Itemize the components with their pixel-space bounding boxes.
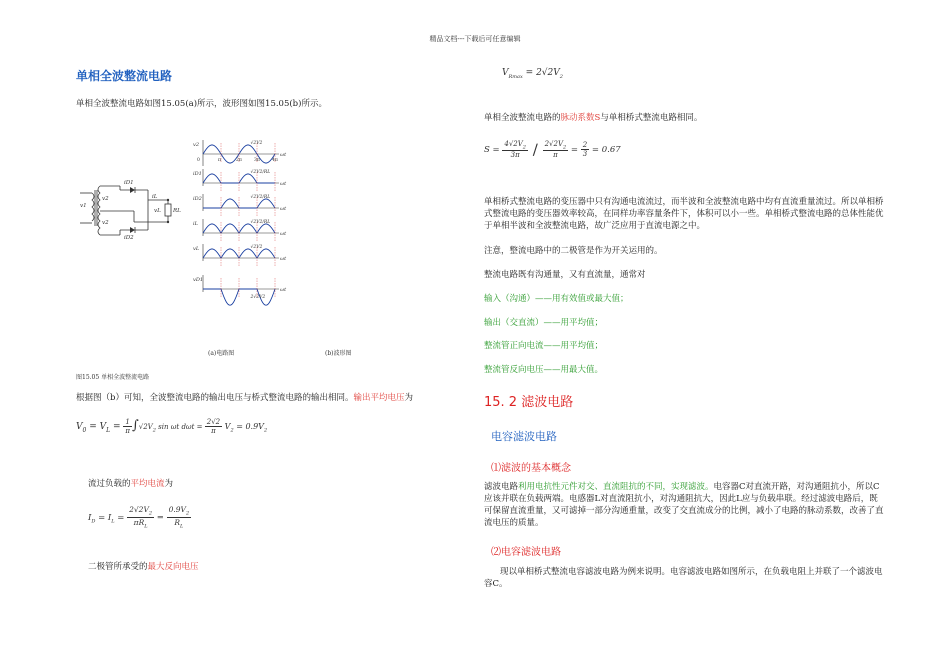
text: 与单相桥式整流电路相同。 (600, 113, 703, 123)
text: 电容器C对直流开路，对沟通阻抗小，所以C应该并联在负载两端。电感器L对直流阻抗小，对沟通阻抗大，因此L应与负载串联。经过滤波电路后，既可保留直流重量，又可滤掉一部分沟通重量，改变了交直流成分的比例，减小了电路的脉动系数，改善了直流电压的质量。 (484, 482, 884, 528)
section-filter-title: 15. 2 滤波电路 (484, 395, 574, 410)
formula-avg-voltage: $V_0 = V_L$ = $\frac{1}{\pi}$ $\int√2V_2$ sin ωt dωt = $\frac{2√2}{\pi}$ $V_2 = 0.9V_2$ (76, 418, 268, 435)
paragraph-filter-concept (484, 481, 884, 529)
wave-label: v2 (193, 142, 200, 148)
text: 流过负载的 (88, 479, 131, 489)
text: 为 (164, 479, 174, 489)
label-rl: RL (173, 208, 181, 214)
amplitude-label: √2V2 (250, 141, 263, 146)
amplitude-label: √2V2/RL (250, 195, 271, 200)
section-title: 单相全波整流电路 (76, 69, 173, 83)
paragraph-avg-voltage (76, 392, 471, 404)
label-v1: v1 (80, 203, 87, 209)
subsection-capacitor-filter: 电容滤波电路 (491, 430, 557, 443)
text: 根据图（b）可知，全波整流电路的输出电压与桥式整流电路的输出相同。 (76, 393, 354, 403)
page-header: 精品文档---下载后可任意编辑 (429, 35, 521, 43)
subsection-capacitor-circuit: ⑵电容滤波电路 (491, 547, 561, 558)
caption-a: (a)电路图 (208, 350, 235, 357)
wave-label: iD1 (193, 171, 202, 177)
highlight-ripple-factor: 脉动系数S (560, 113, 601, 123)
label-il: iL (152, 194, 158, 200)
tick-label: 0 (197, 158, 200, 163)
text: 单相全波整流电路的 (484, 113, 561, 123)
label-id2: iD2 (124, 235, 134, 240)
label-vl: vL (154, 208, 161, 214)
tick-label: π (218, 158, 221, 163)
paragraph-ac-dc: 整流电路既有沟通量，又有直流量，通常对 (484, 270, 646, 280)
rule-forward-current: 整流管正向电流——用平均值； (484, 341, 604, 351)
paragraph-ripple-factor (484, 112, 884, 124)
intro-text: 单相全波整流电路如图15.05(a)所示，波形图如图15.05(b)所示。 (76, 99, 327, 109)
formula-vrmax: $V_{Rmax} = 2√2V_2$ (502, 68, 563, 80)
text: 为 (404, 393, 413, 403)
time-label: ωt (280, 287, 287, 293)
label-v2-top: v2 (102, 196, 109, 202)
wave-label: iD2 (193, 196, 202, 202)
highlight-filter-principle: 利用电抗性元件对交、直流阻抗的不同，实现滤波。 (518, 482, 714, 492)
amplitude-label: √2V2/RL (250, 220, 271, 225)
paragraph-max-reverse-voltage (88, 561, 199, 573)
amplitude-label: 2√2V2 (250, 295, 266, 300)
amplitude-label: √2V2/RL (250, 170, 271, 175)
time-label: ωt (280, 256, 287, 262)
highlight-max-reverse-voltage: 最大反向电压 (147, 562, 199, 572)
wave-label: vL (193, 246, 200, 252)
paragraph-avg-current (88, 478, 173, 490)
figure-title: 图15.05 单相全波整流电路 (76, 374, 150, 381)
time-label: ωt (280, 181, 287, 187)
paragraph-capacitor-circuit: 现以单相桥式整流电容滤波电路为例来说明。电容滤波电路如图所示，在负载电阻上并联了一个滤波电容C。 (484, 567, 883, 589)
tick-label: 2π (236, 158, 242, 163)
wave-label: iL (193, 221, 198, 227)
text: 二极管所承受的 (88, 562, 148, 572)
formula-avg-current: $I_D = I_L$ = $\frac{2√2V_2}{\pi R_L}$ = $\frac{0.9V_2}{R_L}$ (88, 505, 190, 529)
rule-input: 输入（沟通）——用有效值或最大值； (484, 294, 629, 304)
text: 滤波电路 (484, 482, 519, 492)
label-v2-bottom: v2 (102, 220, 109, 226)
rule-output: 输出（交直流）——用平均值； (484, 318, 604, 328)
full-wave-circuit-diagram (78, 178, 188, 240)
highlight-avg-current: 平均电流 (130, 479, 165, 489)
formula-ripple: S = $\frac{4√2V_2}{3\pi}$ ∕ $\frac{2√2V_2}{\pi}$ = $\frac{2}{3}$ = 0.67 (484, 140, 621, 160)
tick-label: 3π (254, 158, 260, 163)
highlight-avg-voltage: 输出平均电压 (353, 393, 405, 403)
amplitude-label: √2V2 (250, 245, 263, 250)
time-label: ωt (280, 231, 287, 237)
rule-reverse-voltage: 整流管反向电压——用最大值。 (484, 365, 604, 375)
subsection-basic-concept: ⑴滤波的基本概念 (491, 463, 571, 474)
time-label: ωt (280, 206, 287, 212)
waveform-diagram (193, 136, 293, 311)
time-label: ωt (280, 152, 287, 158)
paragraph-transformer: 单相桥式整流电路的变压器中只有沟通电流流过，而半波和全波整流电路中均有直流重量流过。所以单相桥式整流电路的变压器效率较高，在同样功率容量条件下，体积可以小一些。单相桥式整流电路的总体性能优于单相半波和全波整流电路，故广泛应用于直流电源之中。 (484, 197, 884, 231)
wave-label: vD1 (193, 277, 204, 283)
label-id1: iD1 (124, 180, 134, 186)
caption-b: (b)波形图 (325, 350, 352, 357)
tick-label: 4π (272, 158, 278, 163)
paragraph-note: 注意，整流电路中的二极管是作为开关运用的。 (484, 246, 663, 256)
